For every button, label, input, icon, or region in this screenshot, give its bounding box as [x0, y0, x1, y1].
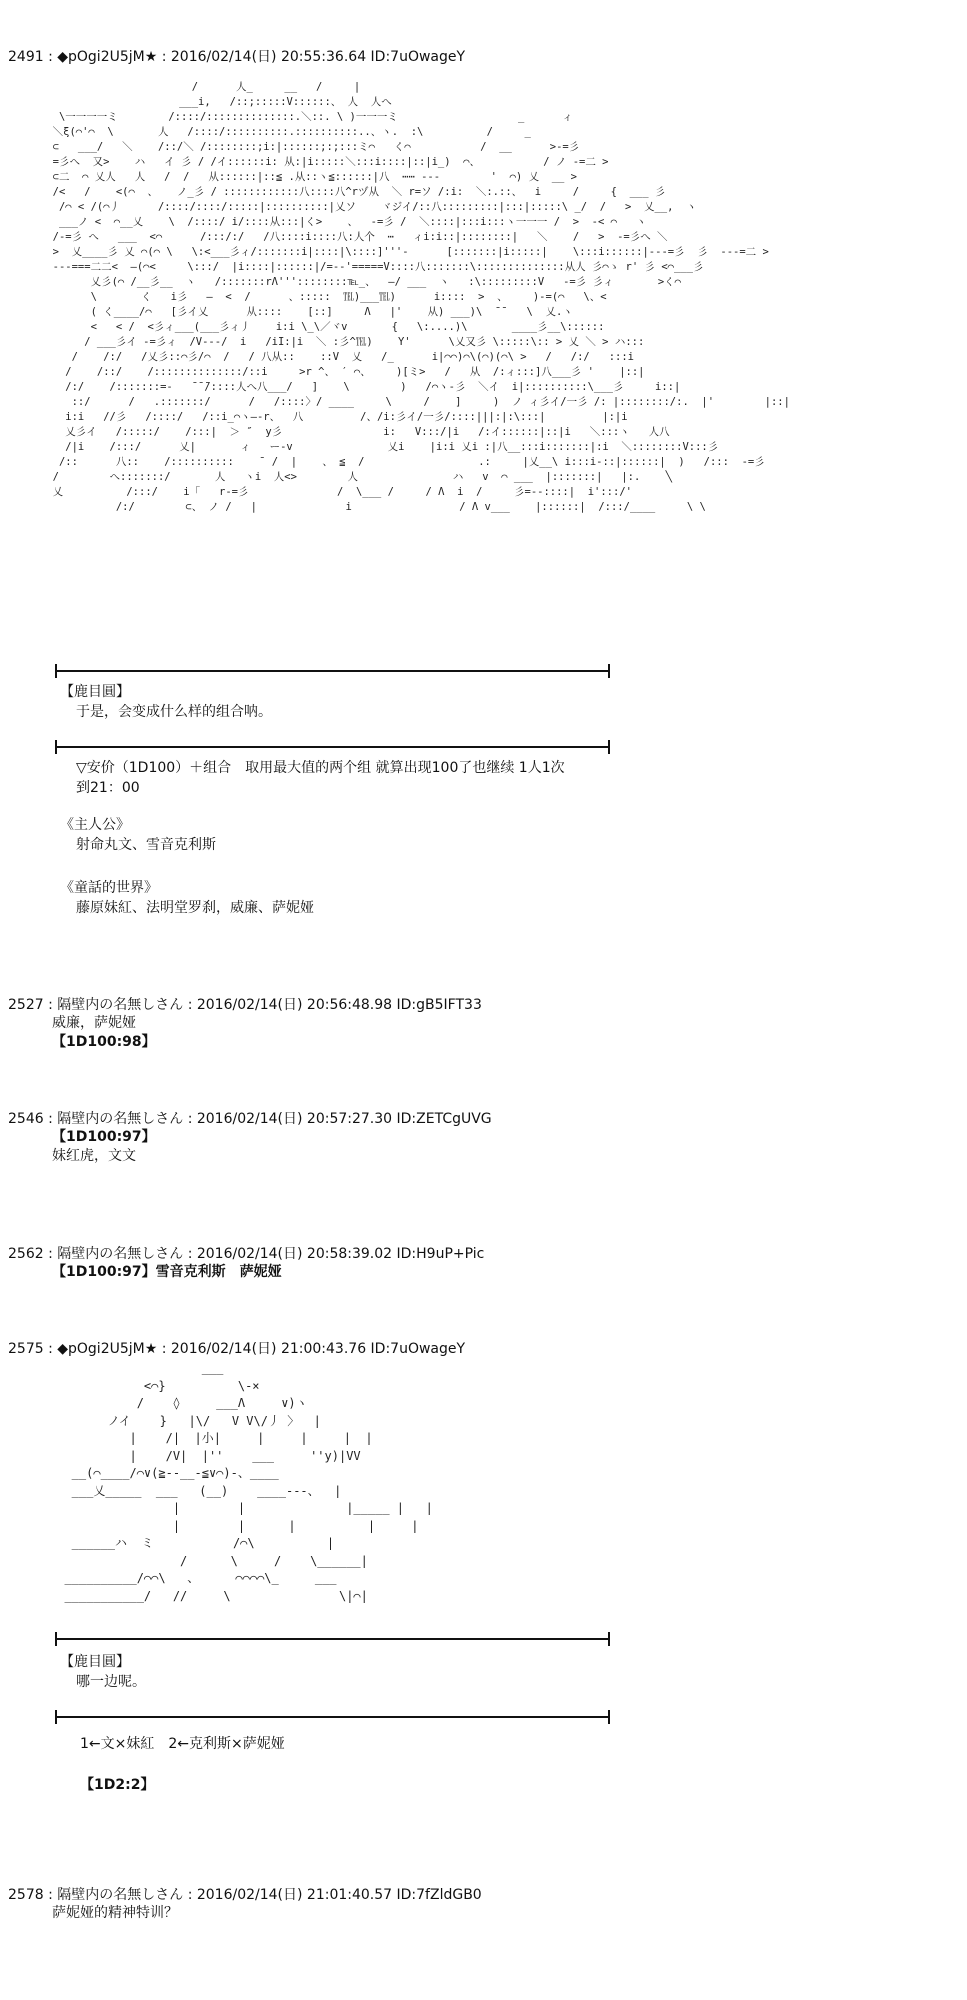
dice-result: 【1D100:98】: [52, 1034, 156, 1050]
vote-instruction-line: ▽安价（1D100）＋组合 取用最大值的两个组 就算出现100了也继续 1人1次: [76, 760, 565, 776]
post-2575: [8, 1340, 958, 1358]
dice-result: 【1D100:97】雪音克利斯 萨妮娅: [52, 1264, 282, 1280]
post-2578: [8, 1886, 958, 1923]
post-header: 2491 : ◆pOgi2U5jM★ : 2016/02/14(日) 20:55:36.64 ID:7uOwageY: [8, 49, 466, 65]
vote-deadline: 到21：00: [76, 780, 140, 796]
dialogue-block: [60, 682, 272, 722]
post-header: 2578 : 隔壁内の名無しさん : 2016/02/14(日) 21:01:40.57 ID:7fZldGB0: [8, 1887, 482, 1903]
group-2: [60, 878, 314, 918]
group-1: [60, 815, 216, 855]
reply-line: 妹红虎，文文: [52, 1148, 136, 1164]
post-2546: [8, 1110, 958, 1166]
divider-rule: [55, 670, 610, 672]
divider-rule: [55, 746, 610, 748]
group-title: 《主人公》: [60, 817, 130, 833]
speaker-name: 【鹿目圓】: [60, 1654, 130, 1670]
speaker-name: 【鹿目圓】: [60, 684, 130, 700]
post-header: 2562 : 隔壁内の名無しさん : 2016/02/14(日) 20:58:39.02 ID:H9uP+Pic: [8, 1246, 485, 1262]
ascii-art-angels: / 人_ __ / | ___i, /::;:::::V::::::、 人 人へ \一一一一ミ /::::/::::::::::::::.＼::. \ )一一一ミ _ ィ ＼ξ(⌒'⌒ \ 人 /::::/::::::::::.::::::::::..、ヽ. :\ / _ ⊂ ___/ ＼ /::/＼ /::::::::;i:|::::::;:;:::ミ⌒ く⌒ / __ >-=彡 =彡へ 又> ハ イ 彡 / /イ::::::i: 从:|i:::::＼:::i::::|::|i_) ⌒、 / ノ -=二 > ⊂二 ⌒ 乂人 人 / / 从::::::|::≦ .从::ヽ≦::::::|八 ⋯⋯ --- ' ⌒) 乂 __ > /< / <(⌒ 、 ノ_彡 / ::::::::::::八::::八^rヅ从 ＼ r=ソ /:i: ＼:.::、 i / { ___ 彡 /⌒ < /(⌒丿 /::::/::::/:::::|::::::::::|乂ソ ヾジイ/::八:::::::::|:::|:::::\ _/ / > 乂__, ヽ ___ノ < ⌒__乂 \ /::::/ i/::::从:::|く> 、 -=彡 / ＼::::|:::i:::ヽ一一一 / > -< ⌒ ヽ /-=彡 へ ___ <⌒ /:::/:/ /八::::i::::八:人个 ⋯ ィi:i::|::::::::| ＼ / > -=彡へ ＼ > 乂____彡 乂 ⌒(⌒ \ \:<___彡ィ/:::::::i|::::|\::::]'''- [:::::::|i:::::| \:::i::::::|---=彡 彡 ---=二 > ---===二二< ―(⌒< \:::/ |i::::|::::::|/=--'=====V::::八:::::::\::::::::::::::从人 彡⌒ゝ r' 彡 <⌒___彡 乂彡(⌒ /__彡__ ヽ /:::::::rΛ'''::::::::℡_、 ―/ ___ ヽ :\:::::::::V -=彡 彡ィ >く⌒ \ く i彡 ― < / 、::::: ℡)___℡) i:::: > 、 )-=(⌒ \、< ( く____/⌒ [彡イ乂 从:::: [::] Λ |' 从) ___)\ ̄ ̄ \ 乂.ヽ < < / <彡ィ___(___彡ィ丿 i:i \_\／ヾv { \:....)\ ____彡__\:::::: / ___彡イ -=彡ィ /V---/ i /iI:|i ＼ :彡^℡) Y' \乂又彡 \:::::\:: > 乂 ＼ > ハ::: / /:/ /乂彡::⌒彡/⌒ / / 八从:: ::V 乂 /_ i|⌒⌒)⌒\(⌒)(⌒\ > / /:/ :::i / /::/ /::::::::::::::/::i >r ^、 ′ ⌒、 )[ミ> / 从 /:ィ:::]八___彡 ' |::| /:/ /:::::::=- ̄ ̄ ̄/::::人へ八___/ ] \ ) /⌒ヽ-彡 ＼イ i|::::::::::\___彡 i::| ::/ / .:::::::/ / /::::〉/ ____ \ / ] ) ノ ィ彡イ/一彡 /: |::::::::/:. |' |::| i:i //彡 /::::/ /::i_⌒ヽ―-r、 八 /、/i:彡イ/一彡/::::|||:|:\:::| |:|i 乂彡イ /:::::/ /:::| ＞ ″ y彡 i: V:::/|i /:イ::::::|::|i ＼:::ヽ 人八 /|i /:::/ 乂| ィ ー-v 乂i |i:i 乂i :|八__:::i:::::::|:i ＼::::::::V:::彡 /:: 八:: /:::::::::: ̄ / | 、 ≦ / .: |乂__\ i:::i-::|::::::| ) /::: -=彡 / へ:::::::/ 人 ヽi 人<> 人 ハ v ⌒ ___ |:::::::| |:. ╲ 乂 /:::/ i「 r-=彡 / \___ / / Λ i / 彡=--::::| i':::/' /:/ ⊂、 ノ / | i / Λ v___ |::::::| /:::/____ \ \: [52, 81, 790, 513]
dice-result: 【1D2:2】: [80, 1777, 155, 1793]
vote-instructions: [76, 758, 565, 798]
dice-result: 【1D100:97】: [52, 1129, 156, 1145]
group-title: 《童話的世界》: [60, 880, 158, 896]
reply-line: 威廉，萨妮娅: [52, 1015, 136, 1031]
dialogue-line: 于是，会变成什么样的组合呐。: [76, 704, 272, 720]
choice-line: 1←文×妹紅 2←克利斯×萨妮娅: [80, 1736, 285, 1752]
post-header: 2527 : 隔壁内の名無しさん : 2016/02/14(日) 20:56:48.98 ID:gB5IFT33: [8, 997, 482, 1013]
dialogue-line: 哪一边呢。: [76, 1674, 146, 1690]
dialogue-block: [60, 1652, 146, 1692]
post-header: 2546 : 隔壁内の名無しさん : 2016/02/14(日) 20:57:27.30 ID:ZETCgUVG: [8, 1111, 492, 1127]
divider-rule: [55, 1716, 610, 1718]
ascii-art-scene: ___ <⌒} \-× / ◊ ___Λ ∨)ヽ ノイ } |\/ V V\/丿 〉 | | /| |小| | | | | | /V| |'' ___ ''y)|VV __(⌒____/⌒∨(≧-‐__‐≦∨⌒)-、____ ___乂_____ ___ (__) ____---、 | | | |_____ | | | | | | | ______ハ ミ /⌒\ | / \ / \______| __________/⌒⌒\ 、 ⌒⌒⌒⌒\_ ___ ___________/ // \ \|⌒|: [64, 1361, 433, 1603]
post-header: 2575 : ◆pOgi2U5jM★ : 2016/02/14(日) 21:00:43.76 ID:7uOwageY: [8, 1341, 466, 1357]
post-2491: [8, 48, 958, 66]
group-members: 藤原妹紅、法明堂罗刹，威廉、萨妮娅: [76, 900, 314, 916]
reply-line: 萨妮娅的精神特训？: [52, 1905, 178, 1921]
divider-rule: [55, 1638, 610, 1640]
post-2527: [8, 996, 958, 1052]
post-2562: [8, 1245, 958, 1282]
group-members: 射命丸文、雪音克利斯: [76, 837, 216, 853]
